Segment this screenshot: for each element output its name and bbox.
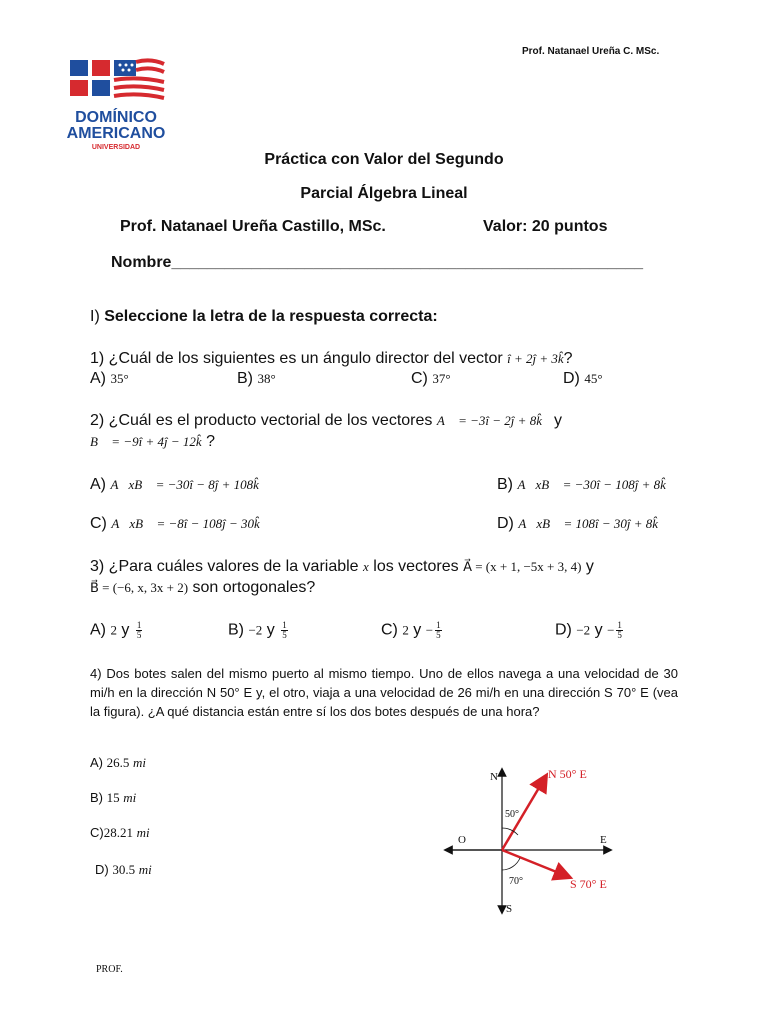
- question-3: 3) ¿Para cuáles valores de la variable x los vectores A⃗ = (x + 1, −5x + 3, 4) y: [90, 558, 594, 575]
- q4-option-d[interactable]: D) 30.5 mi: [95, 862, 152, 877]
- fig-n: N: [490, 771, 498, 783]
- q2-option-c[interactable]: C) A⃗xB⃗ = −8î − 108ĵ − 30k̂: [90, 515, 260, 532]
- q3-option-a[interactable]: A) 2 y $\frac{1}{5}$: [90, 620, 142, 640]
- question-3-line2: B⃗ = (−6, x, 3x + 2) son ortogonales?: [90, 579, 316, 596]
- q4-option-a[interactable]: A) 26.5 mi: [90, 755, 146, 770]
- q3-vector-b: B⃗ = (−6, x, 3x + 2): [90, 580, 189, 595]
- fig-angle2: 70°: [509, 876, 523, 887]
- logo-line3: UNIVERSIDAD: [91, 144, 141, 151]
- section-label: Seleccione la letra de la respuesta correcta:: [104, 308, 438, 325]
- flag-emblem-icon: [66, 56, 166, 108]
- title-practice: Práctica con Valor del Segundo: [264, 151, 504, 168]
- question-4: 4) Dos botes salen del mismo puerto al mismo tiempo. Uno de ellos navega a una velocidad de 30 mi/h en la dirección N 50° E y, el otro, viaja a una velocidad de 26 mi/h en una dirección S 70° E (vea la figura). ¿A qué distancia están entre sí los dos botes después de una hora?: [90, 666, 678, 719]
- q3-option-d[interactable]: D) −2 y − $\frac{1}{5}$: [555, 620, 622, 640]
- q1-option-b[interactable]: B) 38°: [237, 370, 276, 387]
- header-prof-name: Prof. Natanael Ureña C. MSc.: [522, 46, 660, 57]
- fig-o: O: [458, 834, 466, 846]
- logo-line1: DOMÍNICO: [75, 109, 157, 126]
- q2-vector-a: A⃗ = −3î − 2ĵ + 8k̂: [436, 413, 542, 428]
- q1-option-d[interactable]: D) 45°: [563, 370, 603, 387]
- fig-ne-label: N 50° E: [548, 767, 587, 781]
- footer-prof: PROF.: [96, 964, 123, 975]
- q4-option-b[interactable]: B) 15 mi: [90, 790, 137, 805]
- university-logo: [60, 56, 172, 151]
- title-course: Parcial Álgebra Lineal: [300, 185, 468, 202]
- q3-option-c[interactable]: C) 2 y − $\frac{1}{5}$: [381, 620, 441, 640]
- q2-option-a[interactable]: A) A⃗xB⃗ = −30î − 8ĵ + 108k̂: [90, 476, 259, 493]
- q3-option-b[interactable]: B) −2 y $\frac{1}{5}$: [228, 620, 287, 640]
- section-heading: I) Seleccione la letra de la respuesta correcta:: [90, 308, 438, 325]
- fig-angle1: 50°: [505, 809, 519, 820]
- q2-option-b[interactable]: B) A⃗xB⃗ = −30î − 108ĵ + 8k̂: [497, 476, 666, 493]
- q4-option-c[interactable]: C)28.21 mi: [90, 825, 150, 840]
- question-2-line2: B⃗ = −9î + 4ĵ − 12k̂ ?: [90, 433, 215, 450]
- fig-s: S: [506, 903, 513, 915]
- q2-vector-b: B⃗ = −9î + 4ĵ − 12k̂: [90, 434, 202, 449]
- q1-vector: î + 2ĵ + 3k̂: [507, 351, 564, 366]
- fig-se-label: S 70° E: [570, 877, 607, 891]
- q1-option-a[interactable]: A) 35°: [90, 370, 129, 387]
- fig-e: E: [600, 834, 607, 846]
- q3-vector-a: A⃗ = (x + 1, −5x + 3, 4): [463, 559, 582, 574]
- question-2: 2) ¿Cuál es el producto vectorial de los vectores A⃗ = −3î − 2ĵ + 8k̂ y: [90, 412, 562, 429]
- name-field-line: Nombre_____________________________________________________: [111, 254, 644, 271]
- question-1: 1) ¿Cuál de los siguientes es un ángulo director del vector î + 2ĵ + 3k̂?: [90, 350, 573, 367]
- se-arrow: [502, 850, 564, 875]
- compass-figure: [440, 760, 630, 920]
- logo-line2: AMERICANO: [66, 125, 166, 142]
- title-professor: Prof. Natanael Ureña Castillo, MSc.: [120, 218, 386, 235]
- q1-option-c[interactable]: C) 37°: [411, 370, 451, 387]
- title-value: Valor: 20 puntos: [483, 218, 608, 235]
- q2-option-d[interactable]: D) A⃗xB⃗ = 108î − 30ĵ + 8k̂: [497, 515, 659, 532]
